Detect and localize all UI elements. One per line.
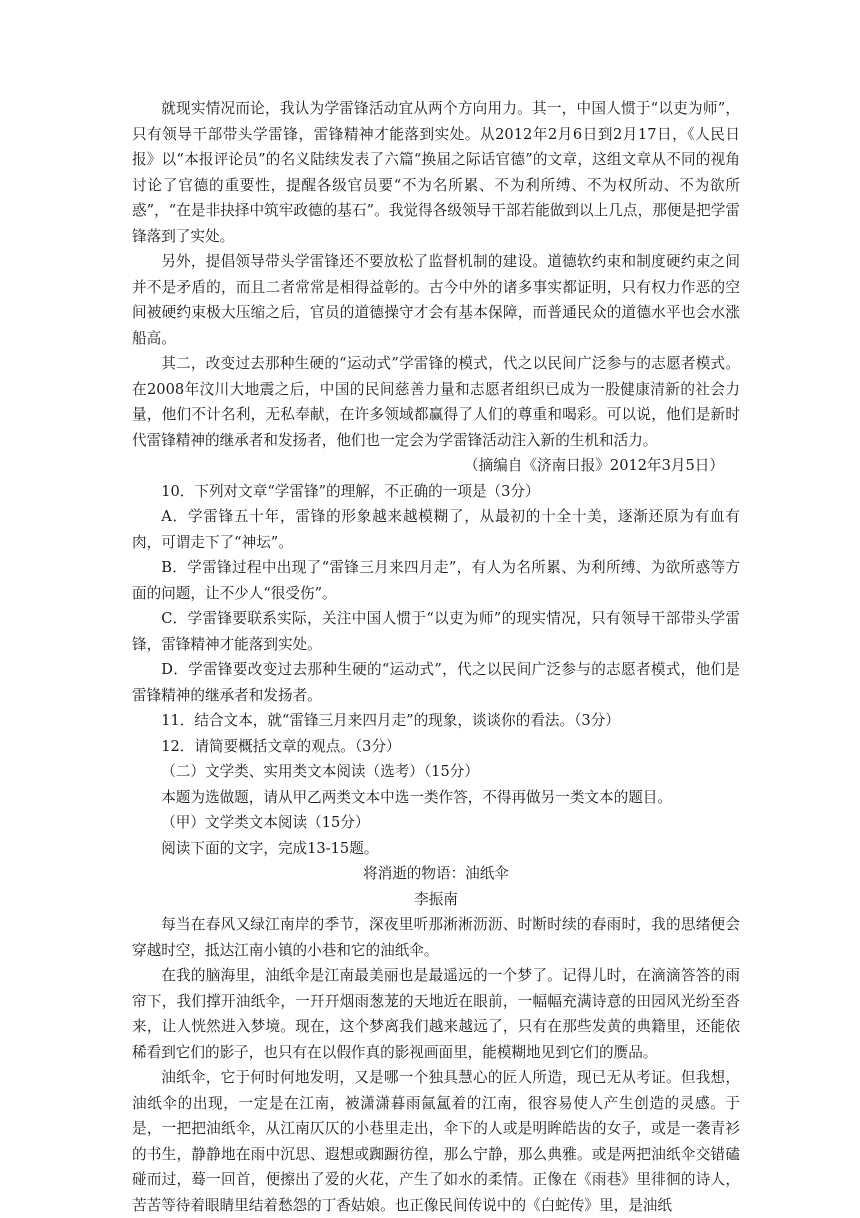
document-page (132, 96, 740, 1218)
article-paragraph-3: 其二，改变过去那种生硬的“运动式”学雷锋的模式，代之以民间广泛参与的志愿者模式。在2008年汶川大地震之后，中国的民间慈善力量和志愿者组织已成为一股健康清新的社会力量，他们不计名利，无私奉献，在许多领域都赢得了人们的尊重和喝彩。可以说，他们是新时代雷锋精神的继承者和发扬者，他们也一定会为学雷锋活动注入新的生机和活力。 (132, 355, 740, 449)
question-10-option-a: A．学雷锋五十年，雷锋的形象越来越模糊了，从最初的十全十美，逐渐还原为有血有肉，可谓走下了“神坛”。 (132, 508, 740, 551)
article-paragraph-2: 另外，提倡领导带头学雷锋还不要放松了监督机制的建设。道德软约束和制度硬约束之间并不是矛盾的，而且二者常常是相得益彰的。古今中外的诸多事实都证明，只有权力作恶的空间被硬约束极大压缩之后，官员的道德操守才会有基本保障，而普通民众的道德水平也会水涨船高。 (132, 253, 740, 347)
question-10-option-d: D．学雷锋要改变过去那种生硬的“运动式”，代之以民间广泛参与的志愿者模式，他们是雷锋精神的继承者和发扬者。 (132, 661, 740, 704)
essay-paragraph-2: 在我的脑海里，油纸伞是江南最美丽也是最遥远的一个梦了。记得儿时，在滴滴答答的雨帘下，我们撑开油纸伞，一幵幵烟雨葱茏的天地近在眼前，一幅幅充满诗意的田园风光纷至沓来，让人恍然进入梦境。现在，这个梦离我们越来越远了，只有在那些发黄的典籍里，还能依稀看到它们的影子，也只有在以假作真的影视画面里，能模糊地见到它们的赝品。 (132, 967, 740, 1061)
section-instruction: 本题为选做题，请从甲乙两类文本中选一类作答，不得再做另一类文本的题目。 (161, 788, 672, 806)
essay-author: 李振南 (414, 890, 458, 908)
question-10-option-c: C．学雷锋要联系实际，关注中国人惯于“以吏为师”的现实情况，只有领导干部带头学雷锋，雷锋精神才能落到实处。 (132, 610, 740, 653)
question-10: 10．下列对文章“学雷锋”的理解，不正确的一项是（3分） (161, 482, 540, 500)
essay-paragraph-3: 油纸伞，它于何时何地发明，又是哪一个独具慧心的匠人所造，现已无从考证。但我想，油纸伞的出现，一定是在江南，被潇潇暮雨氤氲着的江南，很容易使人产生创造的灵感。于是，一把把油纸伞，从江南仄仄的小巷里走出，伞下的人或是明眸皓齿的女子，或是一袭青衫的书生，静静地在雨中沉思、遐想或踟蹰彷徨，那么宁静，那么典雅。或是两把油纸伞交错磕碰而过，蓦一回首，便擦出了爱的火花，产生了如水的柔情。正像在《雨巷》里徘徊的诗人，苦苦等待着眼睛里结着愁怨的丁香姑娘。也正像民间传说中的《白蛇传》里，是油纸 (132, 1069, 740, 1214)
essay-title: 将消逝的物语：油纸伞 (363, 865, 509, 882)
question-10-option-b: B．学雷锋过程中出现了“雷锋三月来四月走”，有人为名所累、为利所缚、为欲所惑等方面的问题，让不少人“很受伤”。 (132, 559, 740, 602)
section-sub-heading: （甲）文学类文本阅读（15分） (161, 814, 370, 831)
question-11: 11．结合文本，就“雷锋三月来四月走”的现象，谈谈你的看法。（3分） (161, 712, 620, 729)
reading-prompt: 阅读下面的文字，完成13-15题。 (161, 839, 379, 857)
essay-paragraph-1: 每当在春风又绿江南岸的季节，深夜里听那淅淅沥沥、时断时续的春雨时，我的思绪便会穿越时空，抵达江南小镇的小巷和它的油纸伞。 (132, 916, 740, 959)
article-source: （摘编自《济南日报》2012年3月5日） (463, 457, 724, 474)
section-heading: （二）文学类、实用类文本阅读（选考）（15分） (161, 763, 479, 780)
question-12: 12．请简要概括文章的观点。（3分） (161, 737, 401, 755)
article-paragraph-1: 就现实情况而论，我认为学雷锋活动宜从两个方向用力。其一，中国人惯于“以吏为师”，只有领导干部带头学雷锋，雷锋精神才能落到实处。从2012年2月6日到2月17日，《人民日报》以“本报评论员”的名义陆续发表了六篇“换届之际话官德”的文章，这组文章从不同的视角讨论了官德的重要性，提醒各级官员要“不为名所累、不为利所缚、不为权所动、不为欲所惑”，“在是非抉择中筑牢政德的基石”。我觉得各级领导干部若能做到以上几点，那便是把学雷锋落到了实处。 (132, 100, 740, 245)
